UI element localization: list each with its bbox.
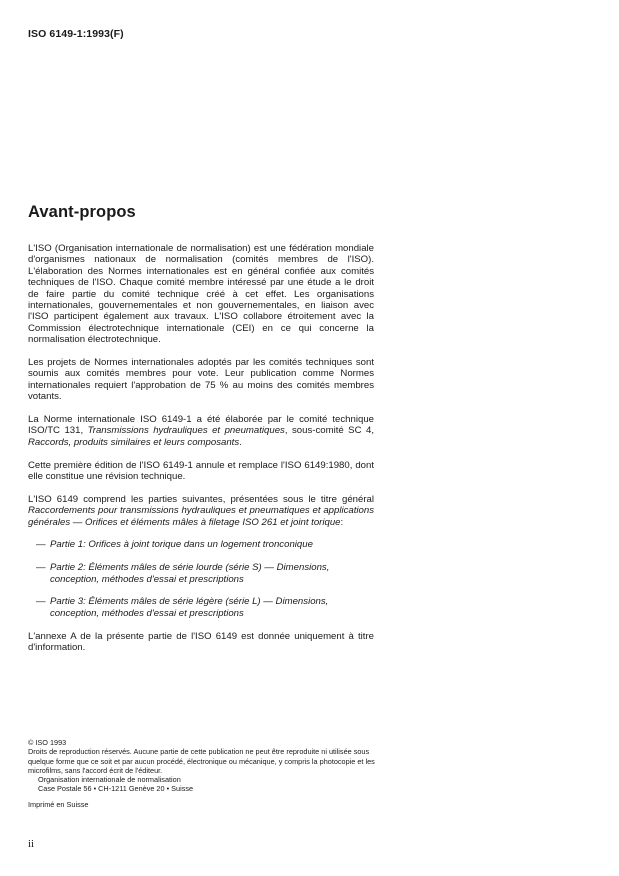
committee-text-1: La Norme internationale ISO 6149-1 a été élaborée par le comité technique ISO/TC 131,: [28, 414, 374, 437]
paragraph-committee: [28, 414, 374, 448]
parts-list: [28, 539, 374, 619]
paragraph-iso-intro: L'ISO (Organisation internationale de normalisation) est une fédération mondiale d'organismes nationaux de normalisation (comités membres de l'ISO). L'élaboration des Normes internationales est en général confiée aux comités techniques de l'ISO. Chaque comité membre intéressé par une étude a le droit de faire partie du comité technique créé à cet effet. Les organisations internationales, gouvernementales et non gouvernementales, en liaison avec l'ISO participent également aux travaux. L'ISO collabore étroitement avec la Commission électrotechnique internationale (CEI) en ce qui concerne la normalisation électrotechnique.: [28, 243, 374, 346]
committee-tc-title: Transmissions hydrauliques et pneumatiques: [87, 425, 285, 437]
copyright-rights: Droits de reproduction réservés. Aucune partie de cette publication ne peut être reproduite ni utilisée sous quelque forme que ce soit et par aucun procédé, électronique ou mécanique, y compris la photocopie et les microfilms, sans l'accord écrit de l'éditeur.: [28, 747, 375, 775]
list-item: [28, 596, 374, 619]
committee-sc-title: Raccords, produits similaires et leurs composants: [28, 436, 240, 448]
paragraph-parts-intro: [28, 494, 374, 528]
document-id-header: ISO 6149-1:1993(F): [28, 28, 124, 40]
paragraph-annex: L'annexe A de la présente partie de l'ISO 6149 est donnée uniquement à titre d'information.: [28, 630, 374, 654]
publisher-org: Organisation internationale de normalisation: [38, 775, 181, 785]
paragraph-draft-standards: Les projets de Normes internationales adoptés par les comités techniques sont soumis aux comités membres pour vote. Leur publication comme Normes internationales requiert l'approbation de 75 % au moins des comités membres votants.: [28, 357, 374, 403]
committee-text-2: , sous-comité SC 4,: [284, 425, 374, 437]
paragraph-edition: Cette première édition de l'ISO 6149-1 annule et remplace l'ISO 6149:1980, dont elle constitue une révision technique.: [28, 459, 374, 483]
copyright-notice: © ISO 1993: [28, 738, 67, 747]
parts-general-title: Raccordements pour transmissions hydrauliques et pneumatiques et applications générales — Orifices et éléments mâles à filetage ISO 261 et joint torique: [28, 505, 374, 528]
page-title: Avant-propos: [28, 203, 136, 221]
part-title: Partie 1: Orifices à joint torique dans un logement tronconique: [50, 539, 313, 551]
committee-text-3: .: [239, 436, 242, 448]
copyright-block: [28, 738, 378, 809]
printed-in: Imprimé en Suisse: [28, 799, 89, 809]
dash-bullet: —: [36, 539, 46, 551]
part-title: Partie 2: Éléments mâles de série lourde (série S) — Dimensions, conception, méthodes d'essai et prescriptions: [50, 562, 330, 585]
list-item: [28, 539, 374, 550]
page-number: ii: [28, 838, 35, 850]
dash-bullet: —: [36, 562, 46, 574]
list-item: [28, 562, 374, 585]
parts-intro-text: L'ISO 6149 comprend les parties suivantes, présentées sous le titre général: [28, 493, 374, 505]
foreword-body: [28, 243, 374, 654]
publisher-address: Case Postale 56 • CH-1211 Genève 20 • Suisse: [38, 784, 194, 794]
parts-intro-colon: :: [340, 516, 344, 528]
part-title: Partie 3: Éléments mâles de série légère (série L) — Dimensions, conception, méthodes d'essai et prescriptions: [50, 596, 329, 619]
dash-bullet: —: [36, 596, 46, 608]
